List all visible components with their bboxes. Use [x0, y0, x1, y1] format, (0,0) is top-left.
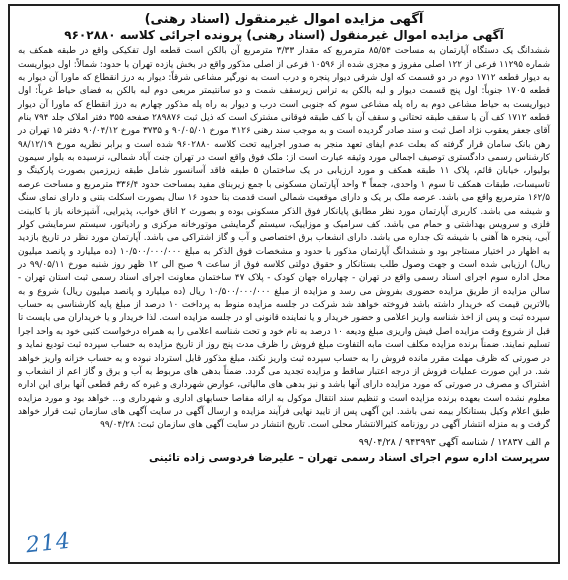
- notice-reference-line: م الف ۱۲۸۳۷ / شناسه آگهی ۹۴۳۹۹۳ / ۹۹/۰۴/۲۸: [358, 436, 550, 448]
- handwritten-stamp: 214: [24, 528, 73, 559]
- notice-body: ششدانگ یک دستگاه آپارتمان به مساحت ۸۵/۵۴ مترمربع که مقدار ۳/۳۳ مترمربع آن بالکن است قطعه اول تفکیکی واقع در طبقه همکف به شماره ۱۱۲۹۵ فرعی از ۱۲۲ اصلی مفروز و مجزی شده از ۱۰۵۹۶ فرعی از اصلی مذکور واقع در بخش یازده تهران با حدود: شمالاً: اول دیواریست به دیوار قطعه ۱۷۱۲ دوم در دو قسمت که اول شرقی دیوار پنجره و درب است به نورگیر مشاعی شرقاً: دیوار به درز انقطاع که ماورا آن دیوار به قطعه ۱۷۰۵ جنوباً: اول پنج قسمت دیوار و لبه بالکن به تراس زیرسقف شمت و دو سانتیمتر مربعی دوم لبه بالکن به فضای حیاط غرباً: اول دیواریست به حیاط مشاعی دوم به راه پله مشاعی سوم که جنوبی است درب و دیوار به راه پله مذکور چهارم به درز انقطاع که ماورا آن دیوار قطعه ۱۷۱۲ کف آن با سقف طبقه تحتانی و سقف آن با کف طبقه فوقانی مشترک است که ذیل ثبت ۲۸۹۸۷۶ صفحه ۳۵۵ دفتر املاک جلد ۷۹۴ بنام آقای جعفر یعقوب نژاد اصل ثبت و سند صادر گردیده است و به موجب سند رهنی ۴۱۲۶ مورخ ۹۰/۰۵/۰۱ و ۳۷۳۵ مورخ ۹۰/۰۴/۱۲ دفتر ۱۵ تهران در رهن بانک سامان قرار گرفته که بعلت عدم ایفای تعهد منجر به صدور اجراییه تحت کلاسه ۹۶۰۲۸۸۰ شده است و برابر نظریه مورخ ۹۸/۱۲/۱۹ کارشناس رسمی دادگستری توصیف اجمالی مورد وثیقه عبارت است از: ملک فوق واقع است در تهران جنت آباد شمالی، نرسیده به بلوار سیمون بولیوار، خیابان قائم، پلاک ۱۱ طبقه همکف و مورد ارزیابی در یک ساختمان ۵ طبقه فاقد آسانسور شامل طبقه زیرزمین بصورت پارکینگ و تاسیسات، طبقات همکف تا سوم ۱ واحدی، جمعاً ۴ واحد آپارتمان مسکونی با جمع زیربنای مفید بمساحت حدود ۳۳۶/۴ مترمربع و مساحت عرصه ۱۶۲/۵ مترمربع واقع می باشد. عرصه ملک بر یک و دارای موقعیت شمالی است قدمت بنا حدود ۱۶ سال بصورت اسکلت بتنی و دارای نمای سنگ و شیشه می باشد. کاربری آپارتمان مورد نظر مطابق پایانکار فوق الذکر مسکونی بوده و بصورت ۲ اتاق خواب، پذیرایی، آشپزخانه باز با کابینت فلزی و سرویس بهداشتی و حمام می باشد. کف سرامیک و موزاییک، سیستم گرمایشی موتورخانه مرکزی و رادیاتور، سیستم سرمایشی کولر آبی، پنجره ها آهنی با شیشه تک جداره می باشد. دارای انشعاب برق اختصاصی و آب و گاز اشتراکی می باشد. آپارتمان مورد نظر در تاریخ بازدید به اظهار در اختیار مستاجر بود و ششدانگ آپارتمان مذکور با حدود و مشخصات فوق الذکر به مبلغ ۱۰/۵۰۰/۰۰۰/۰۰۰ (ده میلیارد و پانصد میلیون ریال) ارزیابی شده است و جهت وصول طلب بستانکار و حقوق دولتی کلاسه فوق از ساعت ۹ صبح الی ۱۲ ظهر روز شنبه مورخ ۹۹/۰۵/۱۱ در محل اداره سوم اجرای اسناد رسمی واقع در تهران - چهارراه جهان کودک - پلاک ۴۷ ساختمان معاونت اجرای اسناد رسمی ثبت استان تهران - سالن مزایده از طریق مزایده حضوری بفروش می رسد و مزایده از مبلغ ۱۰/۵۰۰/۰۰۰/۰۰۰ ریال (ده میلیارد و پانصد میلیون ریال) شروع و به بالاترین قیمت که خریدار داشته باشد فروخته خواهد شد شرکت در جلسه مزایده منوط به پرداخت ۱۰ درصد از مبلغ پایه کارشناسی به حساب سپرده ثبت و پس از اخذ شناسه واریز اعلامی و حضور خریدار و یا نماینده قانونی او در جلسه مزایده است. لذا خریدار و یا خریداران می بایست تا قبل از شروع وقت مزایده اصل فیش واریزی مبلغ ودیعه ۱۰ درصد به نام خود و تحت شناسه اعلامی را به همراه درخواست کتبی خود به واحد اجرا تسلیم نمایند. ضمناً برنده مزایده مکلف است مابه التفاوت مبلغ فروش را ظرف مدت پنج روز از تاریخ مزایده به حساب سپرده ثبت تودیع نماید و در صورتی که ظرف مهلت مقرر مانده فروش را به حساب سپرده ثبت واریز نکند، مبلغ مذکور قابل استرداد نبوده و به حساب خزانه واریز خواهد شد. در این صورت عملیات فروش از درجه اعتبار ساقط و مزایده تجدید می گردد. ضمناً بدهی های مربوط به آب و برق و گاز اعم از انشعاب و اشتراک و مصرف در صورتی که مورد مزایده دارای آنها باشد و نیز بدهی های مالیاتی، عوارض شهرداری و غیره که رقم قطعی آنها برای این اداره معلوم نشده است بعهده برنده مزایده است و تنظیم سند انتقال موکول به ارائه مفاصا حسابهای اداری و شهرداری و... خواهد بود و مورد مزایده طبق اعلام وکیل بستانکار بیمه نمی باشد. این آگهی پس از تایید نهایی فرآیند مزایده و ارسال آگهی در سایت آگهی های سازمان ثبت قرار خواهد گرفت و به منزله انتشار آگهی در روزنامه کثیرالانتشار محلی است. تاریخ انتشار در سایت آگهی های سازمان ثبت: ۹۹/۰۴/۲۸: [18, 46, 551, 431]
- notice-title: آگهی مزایده اموال غیرمنقول (اسناد رهنی): [144, 12, 424, 27]
- notice-header: [18, 12, 550, 43]
- notice-subtitle: آگهی مزایده اموال غیرمنقول (اسناد رهنی) پرونده اجرائی کلاسه ۹۶۰۲۸۸۰: [64, 28, 504, 43]
- auction-notice-page: [8, 4, 560, 564]
- signatory-line: سرپرست اداره سوم اجرای اسناد رسمی تهران – علیرضا فردوسی زاده تائینی: [148, 452, 550, 465]
- signature-block: [18, 436, 550, 467]
